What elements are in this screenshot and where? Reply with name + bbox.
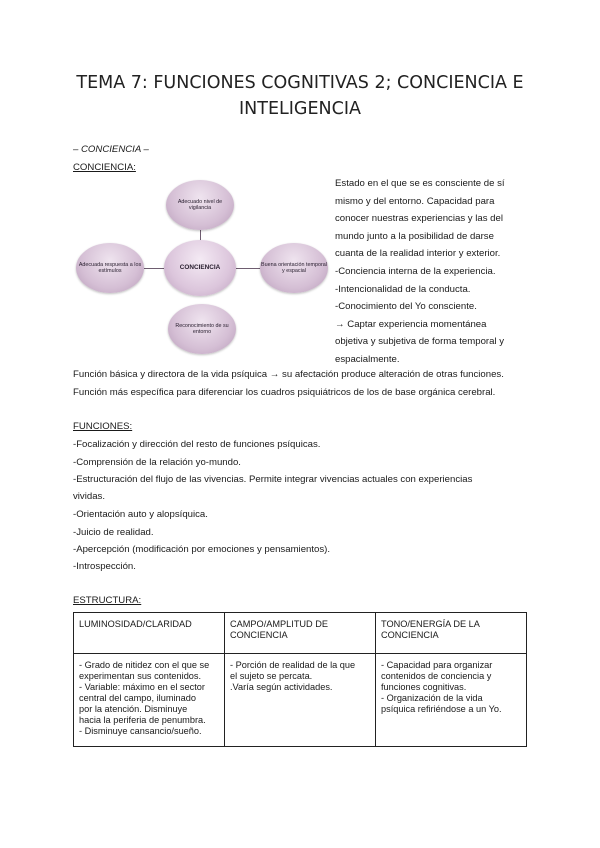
funciones-heading: FUNCIONES: <box>73 421 133 432</box>
funciones-item: vividas. <box>73 491 105 502</box>
table-header-cell <box>376 613 527 654</box>
table-header-cell <box>74 613 225 654</box>
table-cell <box>74 654 225 747</box>
cell-text: - Variable: máximo en el sector <box>79 682 205 692</box>
diagram-node-right: Buena orientación temporal y espacial <box>260 243 328 293</box>
funciones-item: -Estructuración del flujo de las vivencias. Permite integrar vivencias actuales con experiencias <box>73 474 473 485</box>
header-text: CONCIENCIA <box>230 630 288 640</box>
cell-text: - Disminuye cansancio/sueño. <box>79 726 202 736</box>
diagram-node-left: Adecuada respuesta a los estímulos <box>76 243 144 293</box>
header-text: CAMPO/AMPLITUD DE <box>230 619 329 629</box>
cell-text: .Varía según actividades. <box>230 682 333 692</box>
funciones-item: -Apercepción (modificación por emociones y pensamientos). <box>73 544 331 555</box>
connector-left <box>144 268 164 269</box>
cell-text: - Grado de nitidez con el que se <box>79 660 210 670</box>
cell-text: funciones cognitivas. <box>381 682 467 692</box>
cell-text: hacia la periferia de penumbra. <box>79 715 206 725</box>
function-line-1: Función básica y directora de la vida psíquica → su afectación produce alteración de otras funciones. <box>73 369 504 380</box>
definition-text <box>335 175 535 369</box>
connector-right <box>236 268 260 269</box>
estructura-table <box>73 612 527 747</box>
funciones-item: -Orientación auto y alopsíquica. <box>73 509 208 520</box>
cell-text: psíquica refiriéndose a un Yo. <box>381 704 502 714</box>
header-text: TONO/ENERGÍA DE LA <box>381 619 480 629</box>
table-cell <box>376 654 527 747</box>
diagram-node-bottom: Reconocimiento de su entorno <box>168 304 236 354</box>
table-cell <box>225 654 376 747</box>
definition-line: -Intencionalidad de la conducta. <box>335 283 471 295</box>
funciones-item: -Focalización y dirección del resto de funciones psíquicas. <box>73 439 321 450</box>
cell-text: experimentan sus contenidos. <box>79 671 202 681</box>
cell-text: el sujeto se percata. <box>230 671 313 681</box>
cell-text: - Capacidad para organizar <box>381 660 493 670</box>
table-row <box>74 654 527 747</box>
cell-text: contenidos de conciencia y <box>381 671 492 681</box>
definition-line: espacialmente. <box>335 353 400 365</box>
funciones-item: -Introspección. <box>73 561 136 572</box>
estructura-heading: ESTRUCTURA: <box>73 595 142 606</box>
definition-line: -Conocimiento del Yo consciente. <box>335 301 477 313</box>
header-text: CONCIENCIA <box>381 630 439 640</box>
funciones-item: -Comprensión de la relación yo-mundo. <box>73 457 241 468</box>
funciones-item: -Juicio de realidad. <box>73 527 154 538</box>
table-header-row <box>74 613 527 654</box>
diagram-node-top: Adecuado nivel de vigilancia <box>166 180 234 230</box>
cell-text: central del campo, iluminado <box>79 693 196 703</box>
definition-line: mundo junto a la posibilidad de darse <box>335 230 494 242</box>
cell-text: - Porción de realidad de la que <box>230 660 356 670</box>
definition-line: cuanta de la realidad interior y exterior. <box>335 248 501 260</box>
definition-line: Estado en el que se es consciente de sí <box>335 178 505 189</box>
function-line-2: Función más específica para diferenciar los cuadros psiquiátricos de los de base orgánica cerebral. <box>73 387 496 398</box>
title-line-2: INTELIGENCIA <box>239 99 361 119</box>
diagram-node-center: CONCIENCIA <box>164 240 236 296</box>
definition-line: objetiva y subjetiva de forma temporal y <box>335 336 505 348</box>
definition-line: mismo y del entorno. Capacidad para <box>335 195 495 207</box>
cell-text: - Organización de la vida <box>381 693 483 703</box>
table-header-cell <box>225 613 376 654</box>
definition-line: → Captar experiencia momentánea <box>335 318 487 330</box>
section-marker: – CONCIENCIA – <box>73 144 149 155</box>
concept-diagram <box>76 180 326 360</box>
title-line-1: TEMA 7: FUNCIONES COGNITIVAS 2; CONCIENCIA E <box>76 73 524 93</box>
cell-text: por la atención. Disminuye <box>79 704 188 714</box>
definition-line: -Conciencia interna de la experiencia. <box>335 265 496 277</box>
page-title <box>40 70 560 122</box>
definition-line: conocer nuestras experiencias y las del <box>335 213 503 225</box>
header-text: LUMINOSIDAD/CLARIDAD <box>79 619 192 629</box>
section-heading: CONCIENCIA: <box>73 162 136 173</box>
